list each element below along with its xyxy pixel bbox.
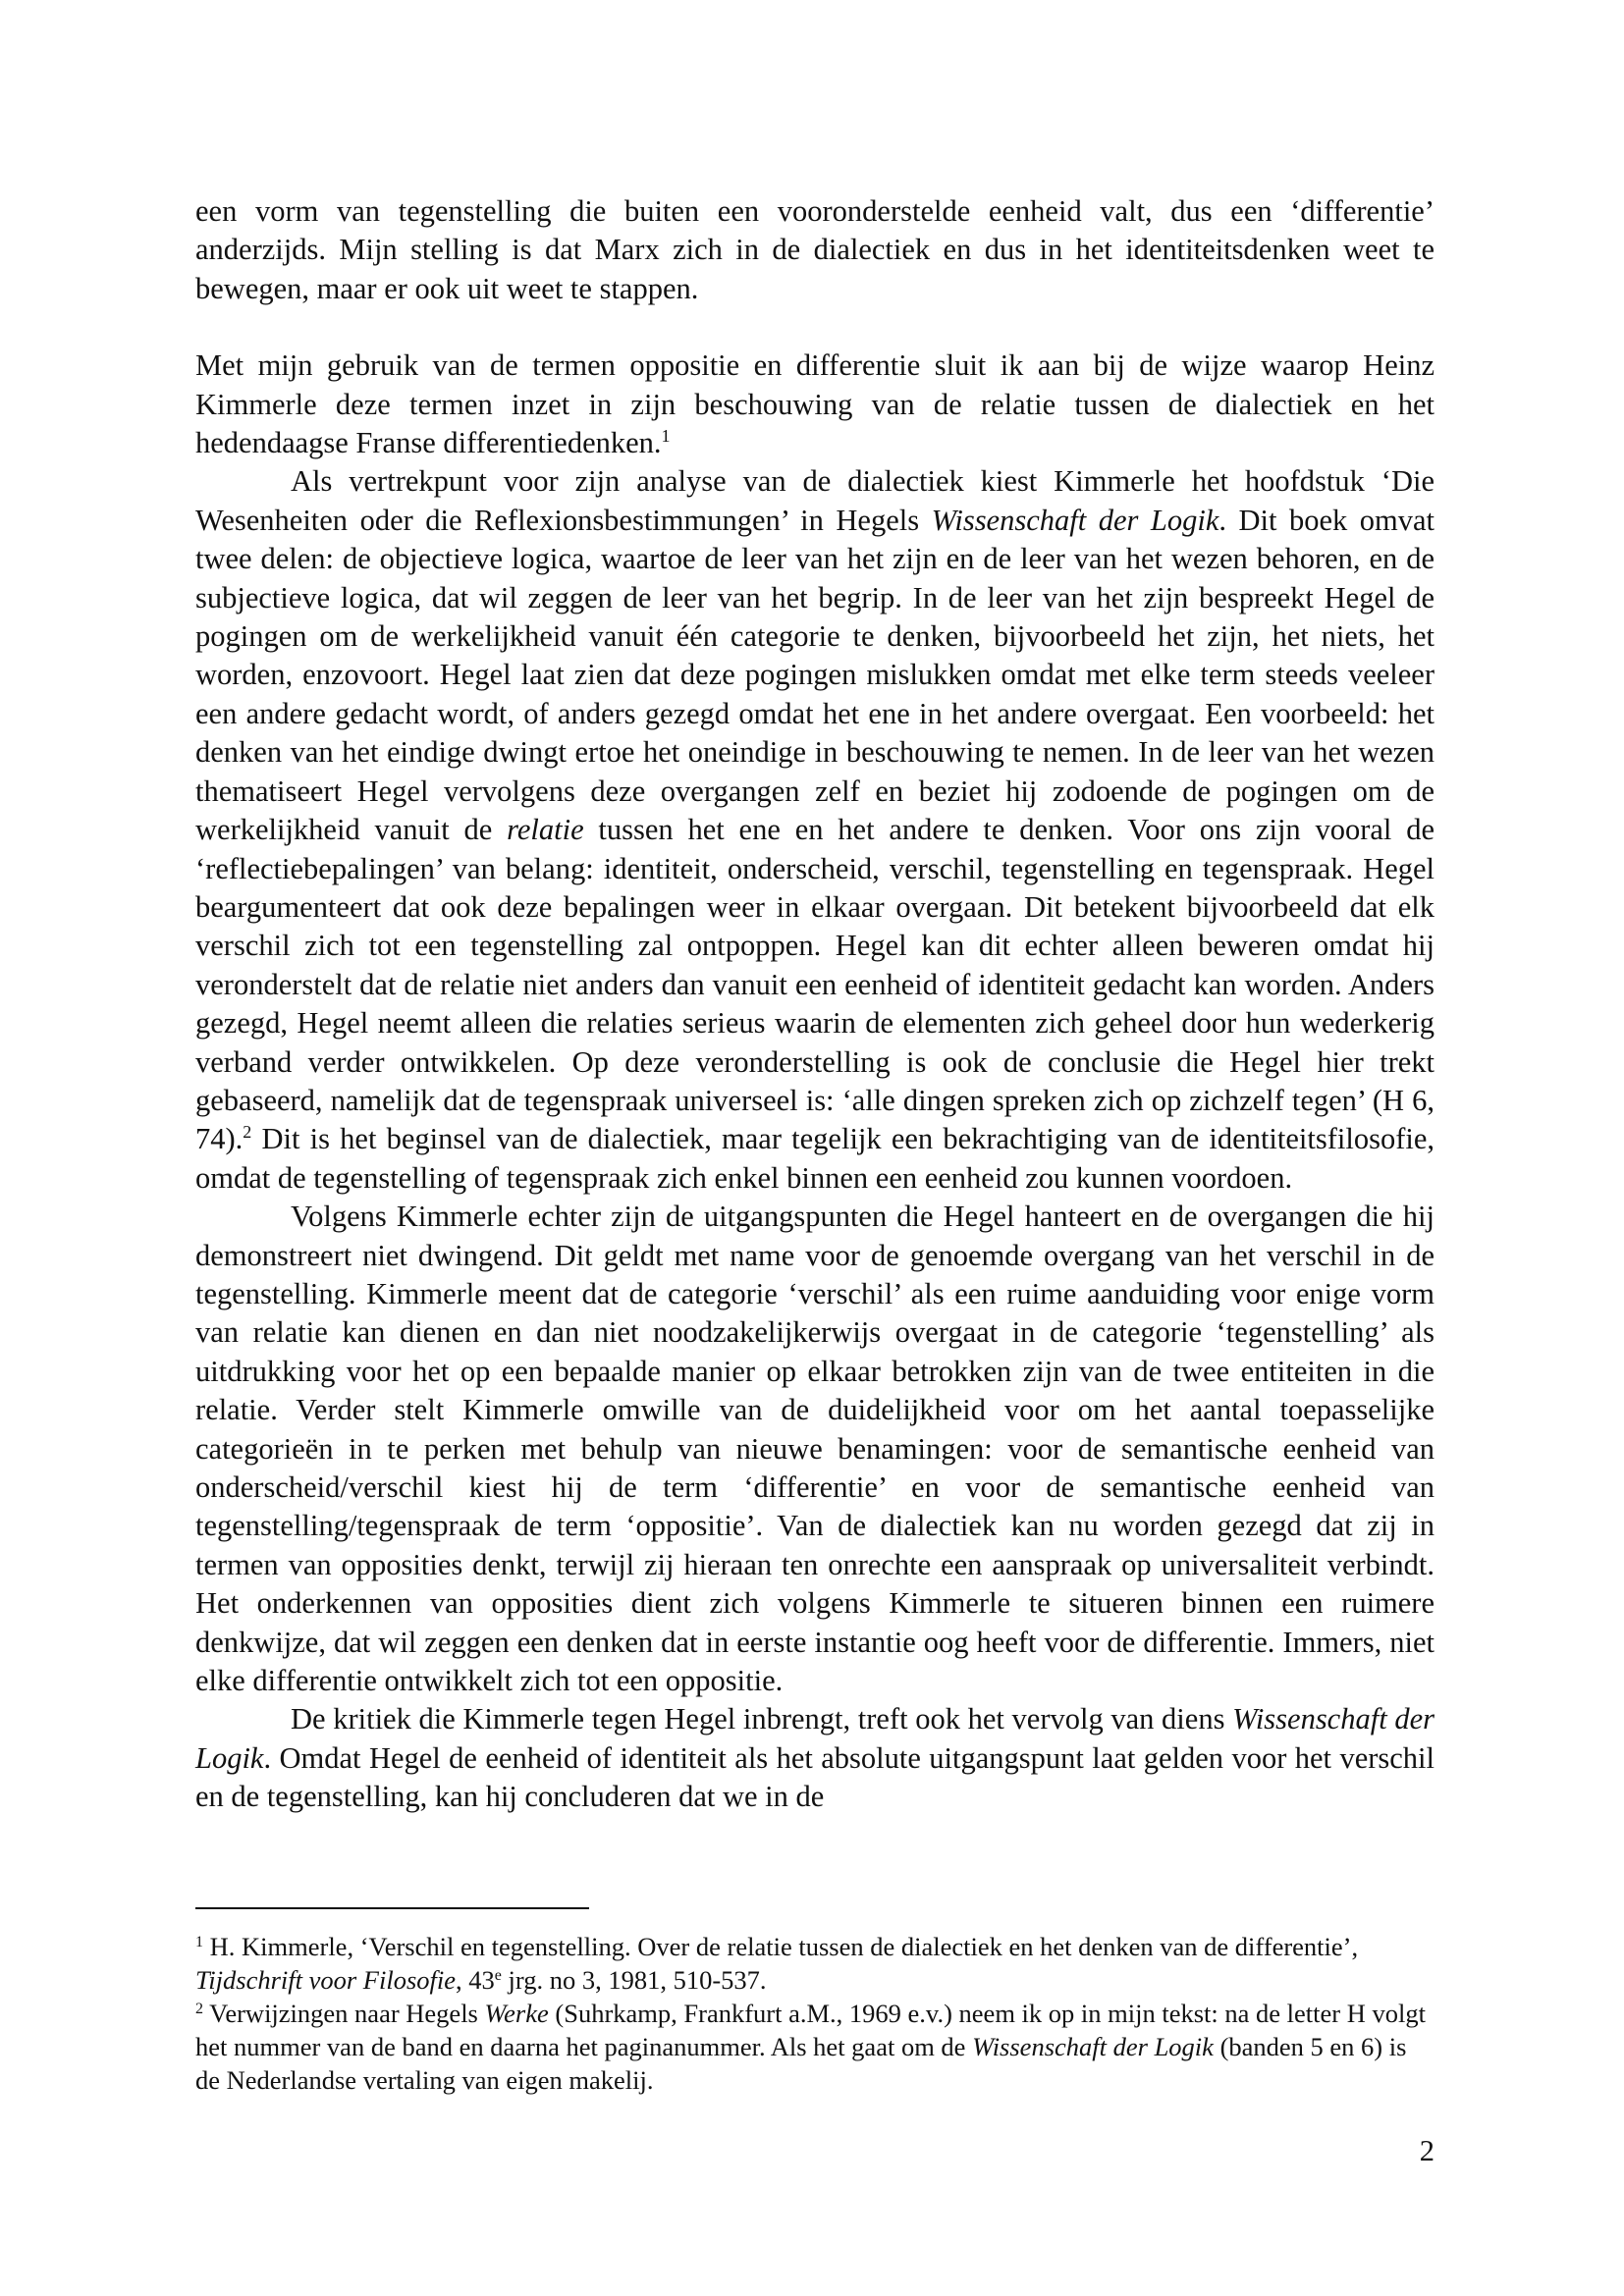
footnote-2-text-c: (banden 5 en 6) is de Nederlandse vertaling van eigen makelij.	[195, 2032, 1407, 2095]
paragraph-5	[195, 1700, 1435, 1816]
book-title-italic: Wissenschaft der Logik	[972, 2032, 1214, 2061]
book-title-italic: Wissenschaft der Logik	[195, 1702, 1435, 1775]
paragraph-3-text-a: Als vertrekpunt voor zijn analyse van de dialectiek kiest Kimmerle het hoofdstuk ‘Die Wesenheiten oder die Reflexionsbestimmungen’ in Hegels	[195, 464, 1435, 537]
paragraph-4-text: Volgens Kimmerle echter zijn de uitgangspunten die Hegel hanteert en de overgangen die hij demonstreert niet dwingend. Dit geldt met name voor de genoemde overgang van het verschil in de tegenstelling. Kimmerle meent dat de categorie ‘verschil’ als een ruime aanduiding voor enige vorm van relatie kan dienen en dan niet noodzakelijkerwijs overgaat in de categorie ‘tegenstelling’ als uitdrukking voor het op een bepaalde manier op elkaar betrokken zijn van de twee entiteiten in die relatie. Verder stelt Kimmerle omwille van de duidelijkheid voor om het aantal toepasselijke categorieën in te perken met behulp van nieuwe benamingen: voor de semantische eenheid van onderscheid/verschil kiest hij de term ‘differentie’ en voor de semantische eenheid van tegenstelling/tegenspraak de term ‘oppositie’. Van de dialectiek kan nu worden gezegd dat zij in termen van opposities denkt, terwijl zij hieraan ten onrechte een aanspraak op universaliteit verbindt. Het onderkennen van opposities dient zich volgens Kimmerle te situeren binnen een ruimere denkwijze, dat wil zeggen een denken dat in eerste instantie oog heeft voor de differentie. Immers, niet elke differentie ontwikkelt zich tot een oppositie.	[195, 1200, 1435, 1698]
paragraph-2	[195, 347, 1435, 462]
paragraph-1-text: een vorm van tegenstelling die buiten een vooronderstelde eenheid valt, dus een ‘differentie’ anderzijds. Mijn stelling is dat Marx zich in de dialectiek en dus in het identiteitsdenken weet te bewegen, maar er ook uit weet te stappen.	[195, 194, 1435, 305]
footnote-1-number: 1	[195, 1934, 203, 1950]
footnote-ref-1[interactable]: 1	[661, 426, 671, 447]
book-title-italic: Wissenschaft der Logik	[931, 503, 1219, 537]
werke-italic: Werke	[484, 1999, 549, 2028]
paragraph-1	[195, 192, 1435, 308]
paragraph-4	[195, 1198, 1435, 1700]
footnote-1	[195, 1930, 1435, 1997]
body-text	[195, 192, 1435, 1817]
paragraph-5-text-a: De kritiek die Kimmerle tegen Hegel inbrengt, treft ook het vervolg van diens	[291, 1702, 1233, 1736]
footnote-2	[195, 1997, 1435, 2097]
footnote-2-text-a: Verwijzingen naar Hegels	[203, 1999, 485, 2028]
paragraph-3-text-c: tussen het ene en het andere te denken. Voor ons zijn vooral de ‘reflectiebepalingen’ van belang: identiteit, onderscheid, verschil, tegenstelling en tegenspraak. Hegel beargumenteert dat ook deze bepalingen weer in elkaar overgaan. Dit betekent bijvoorbeeld dat elk verschil zich tot een tegenstelling zal ontpoppen. Hegel kan dit echter alleen beweren omdat hij veronderstelt dat de relatie niet anders dan vanuit een eenheid of identiteit gedacht kan worden. Anders gezegd, Hegel neemt alleen die relaties serieus waarin de elementen zich geheel door hun wederkerig verband verder ontwikkelen. Op deze veronderstelling is ook de conclusie die Hegel hier trekt gebaseerd, namelijk dat de tegenspraak universeel is: ‘alle dingen spreken zich op zichzelf tegen’ (H 6, 74).	[195, 813, 1435, 1156]
emphasis-relatie: relatie	[507, 813, 584, 847]
footnote-2-number: 2	[195, 2001, 203, 2017]
footnote-2-text-b: (Suhrkamp, Frankfurt a.M., 1969 e.v.) neem ik op in mijn tekst: na de letter H volgt het nummer van de band en daarna het paginanummer. Als het gaat om de	[195, 1999, 1426, 2061]
ordinal-superscript: e	[494, 1967, 502, 1984]
footnote-1-text-c: jrg. no 3, 1981, 510-537.	[501, 1965, 767, 1995]
footnote-separator	[195, 1907, 589, 1909]
footnote-1-text-a: H. Kimmerle, ‘Verschil en tegenstelling. Over de relatie tussen de dialectiek en het denken van de differentie’,	[203, 1932, 1359, 1961]
paragraph-5-text-b: . Omdat Hegel de eenheid of identiteit als het absolute uitgangspunt laat gelden voor het verschil en de tegenstelling, kan hij concluderen dat we in de	[195, 1740, 1435, 1814]
footnotes	[195, 1930, 1435, 2097]
paragraph-2-text: Met mijn gebruik van de termen oppositie en differentie sluit ik aan bij de wijze waarop Heinz Kimmerle deze termen inzet in zijn beschouwing van de relatie tussen de dialectiek en het hedendaagse Franse differentiedenken.	[195, 348, 1435, 460]
paragraph-3-text-b: . Dit boek omvat twee delen: de objectieve logica, waartoe de leer van het zijn en de leer van het wezen behoren, en de subjectieve logica, dat wil zeggen de leer van het begrip. In de leer van het zijn bespreekt Hegel de pogingen om de werkelijkheid vanuit één categorie te denken, bijvoorbeeld het zijn, het niets, het worden, enzovoort. Hegel laat zien dat deze pogingen mislukken omdat met elke term steeds veeleer een andere gedacht wordt, of anders gezegd omdat het ene in het andere overgaat. Een voorbeeld: het denken van het eindige dwingt ertoe het oneindige in beschouwing te nemen. In de leer van het wezen thematiseert Hegel vervolgens deze overgangen zelf en beziet hij zodoende de pogingen om de werkelijkheid vanuit de	[195, 503, 1435, 847]
footnote-1-text-b: , 43	[456, 1965, 495, 1995]
journal-title-italic: Tijdschrift voor Filosofie	[195, 1965, 457, 1995]
footnote-ref-2[interactable]: 2	[243, 1122, 252, 1143]
page-number: 2	[1419, 2134, 1435, 2167]
paragraph-3-text-d: Dit is het beginsel van de dialectiek, maar tegelijk een bekrachtiging van de identiteitsfilosofie, omdat de tegenstelling of tegenspraak zich enkel binnen een eenheid zou kunnen voordoen.	[195, 1122, 1435, 1195]
paragraph-3	[195, 462, 1435, 1198]
